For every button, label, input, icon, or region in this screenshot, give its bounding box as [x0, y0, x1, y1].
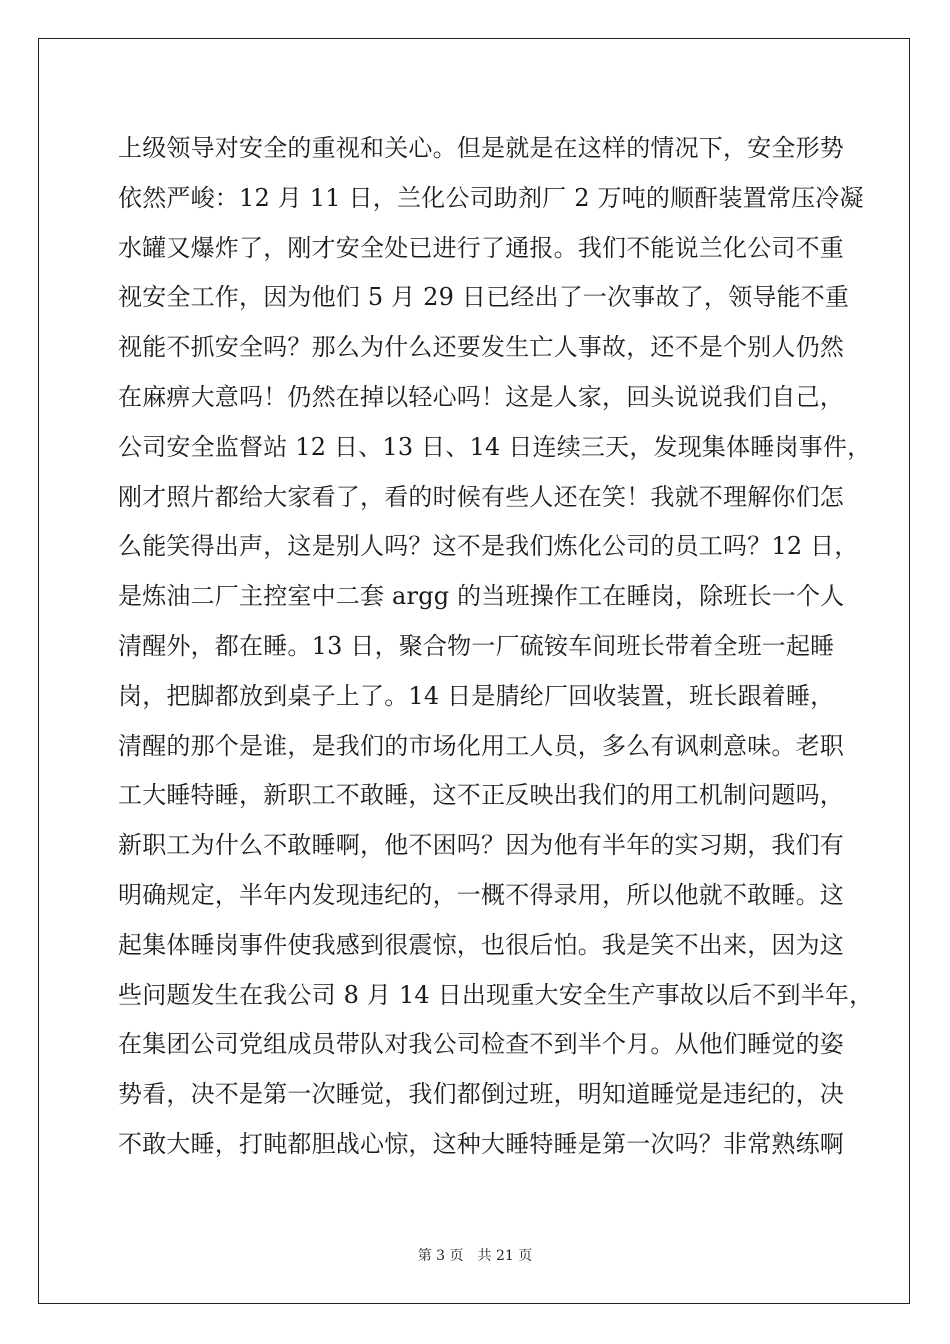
text-line: 清醒外，都在睡。13 日，聚合物一厂硫铵车间班长带着全班一起睡 — [118, 631, 835, 660]
text-line: 么能笑得出声，这是别人吗？这不是我们炼化公司的员工吗？12 日， — [118, 532, 859, 561]
text-line: 视安全工作，因为他们 5 月 29 日已经出了一次事故了，领导能不重 — [118, 283, 850, 312]
page-total: 共 21 页 — [477, 1248, 533, 1264]
text-line: 起集体睡岗事件使我感到很震惊，也很后怕。我是笑不出来，因为这 — [118, 930, 844, 959]
text-line: 视能不抓安全吗？那么为什么还要发生亡人事故，还不是个别人仍然 — [118, 333, 844, 362]
page-number: 第 3 页 — [417, 1248, 464, 1264]
text-line: 工大睡特睡，新职工不敢睡，这不正反映出我们的用工机制问题吗， — [118, 781, 844, 810]
page-footer — [0, 1245, 950, 1265]
text-line: 在麻痹大意吗！仍然在掉以轻心吗！这是人家，回头说说我们自己， — [118, 382, 844, 411]
document-body — [118, 124, 874, 1170]
text-line: 水罐又爆炸了，刚才安全处已进行了通报。我们不能说兰化公司不重 — [118, 233, 844, 262]
text-line: 清醒的那个是谁，是我们的市场化用工人员，多么有讽刺意味。老职 — [118, 731, 844, 760]
text-line: 不敢大睡，打盹都胆战心惊，这种大睡特睡是第一次吗？非常熟练啊 — [118, 1129, 844, 1158]
text-line: 新职工为什么不敢睡啊，他不困吗？因为他有半年的实习期，我们有 — [118, 831, 844, 860]
text-line: 些问题发生在我公司 8 月 14 日出现重大安全生产事故以后不到半年， — [118, 980, 874, 1009]
text-line: 在集团公司党组成员带队对我公司检查不到半个月。从他们睡觉的姿 — [118, 1030, 844, 1059]
text-line: 刚才照片都给大家看了，看的时候有些人还在笑！我就不理解你们怎 — [118, 482, 844, 511]
text-line: 势看，决不是第一次睡觉，我们都倒过班，明知道睡觉是违纪的，决 — [118, 1080, 844, 1109]
text-line: 依然严峻：12 月 11 日，兰化公司助剂厂 2 万吨的顺酐装置常压冷凝 — [118, 183, 864, 212]
text-line: 上级领导对安全的重视和关心。但是就是在这样的情况下，安全形势 — [118, 134, 844, 162]
text-line: 是炼油二厂主控室中二套 argg 的当班操作工在睡岗，除班长一个人 — [118, 582, 845, 611]
text-line: 岗，把脚都放到桌子上了。14 日是腈纶厂回收装置，班长跟着睡， — [118, 681, 835, 710]
text-line: 公司安全监督站 12 日、13 日、14 日连续三天，发现集体睡岗事件， — [118, 432, 872, 461]
text-line: 明确规定，半年内发现违纪的，一概不得录用，所以他就不敢睡。这 — [118, 880, 844, 909]
